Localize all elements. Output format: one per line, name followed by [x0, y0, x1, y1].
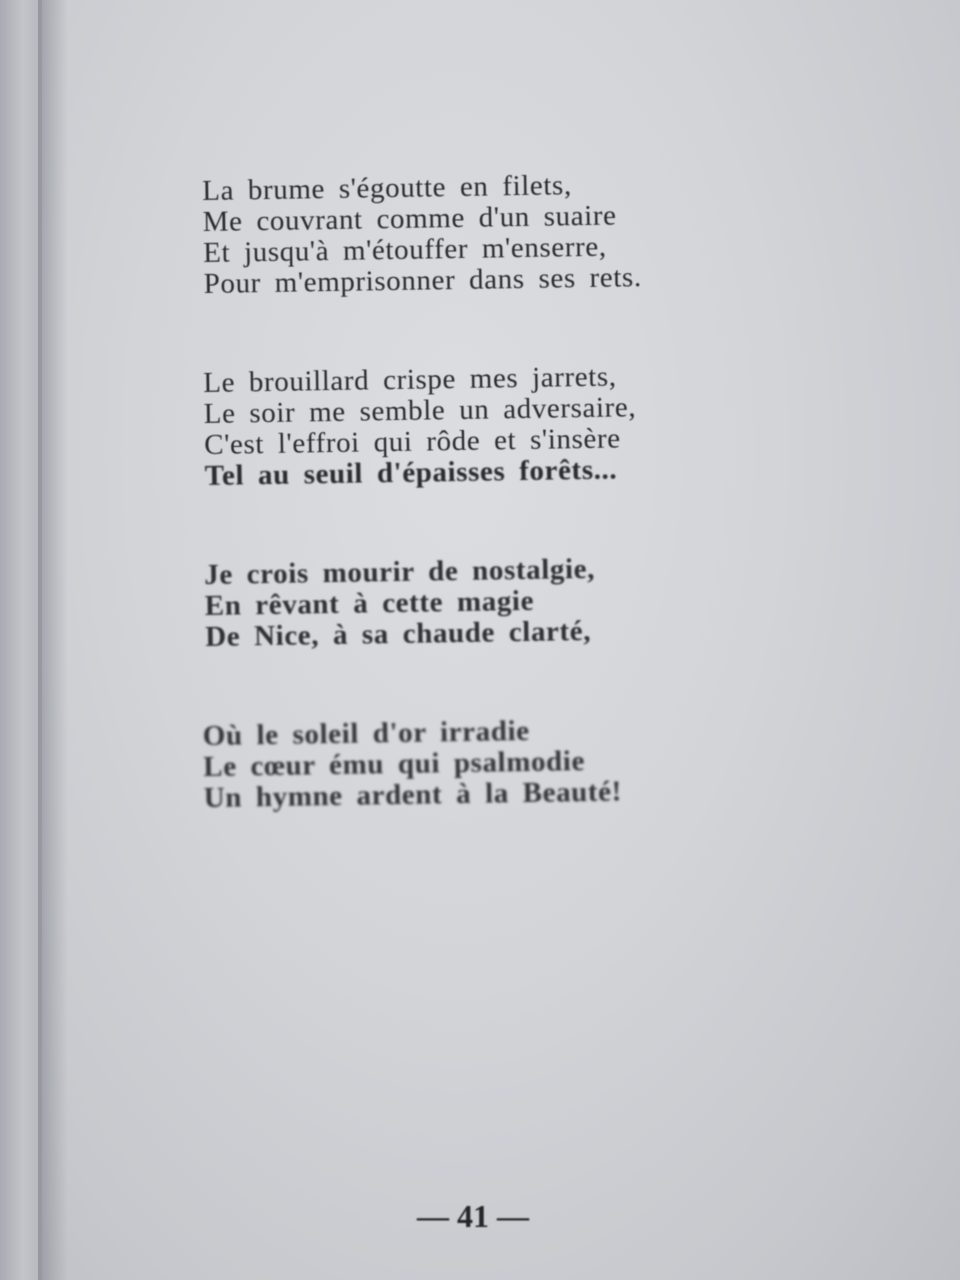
poem-line: Me couvrant comme d'un suaire [202, 199, 617, 238]
poem-line: Pour m'emprisonner dans ses rets. [203, 261, 642, 300]
poem-line: Le cœur ému qui psalmodie [203, 745, 586, 784]
poem-line: En rêvant à cette magie [204, 584, 535, 623]
stanza-2 [203, 359, 787, 492]
poem-line: Tel au seuil d'épaisses forêts... [204, 453, 618, 492]
poem-line: Je crois mourir de nostalgie, [204, 552, 596, 592]
poem-line: Où le soleil d'or irradie [202, 714, 530, 753]
page-number: — 41 — [417, 1198, 529, 1234]
poem-line: La brume s'égoutte en filets, [201, 169, 573, 207]
gutter-shadow [38, 0, 68, 1280]
poem-line: Le soir me semble un adversaire, [203, 391, 637, 431]
poem [202, 167, 793, 882]
poem-line: Un hymne ardent à la Beauté! [203, 775, 623, 815]
left-page-edge [0, 0, 42, 1280]
poem-line: C'est l'effroi qui rôde et s'insère [203, 422, 621, 461]
book-page [42, 0, 960, 1280]
poem-line: Le brouillard crispe mes jarrets, [203, 360, 617, 400]
poem-line: De Nice, à sa chaude clarté, [204, 614, 592, 654]
stanza-1 [202, 167, 784, 300]
poem-line: Et jusqu'à m'étouffer m'enserre, [202, 230, 607, 269]
stanza-4 [203, 712, 792, 814]
stanza-3 [204, 551, 789, 653]
